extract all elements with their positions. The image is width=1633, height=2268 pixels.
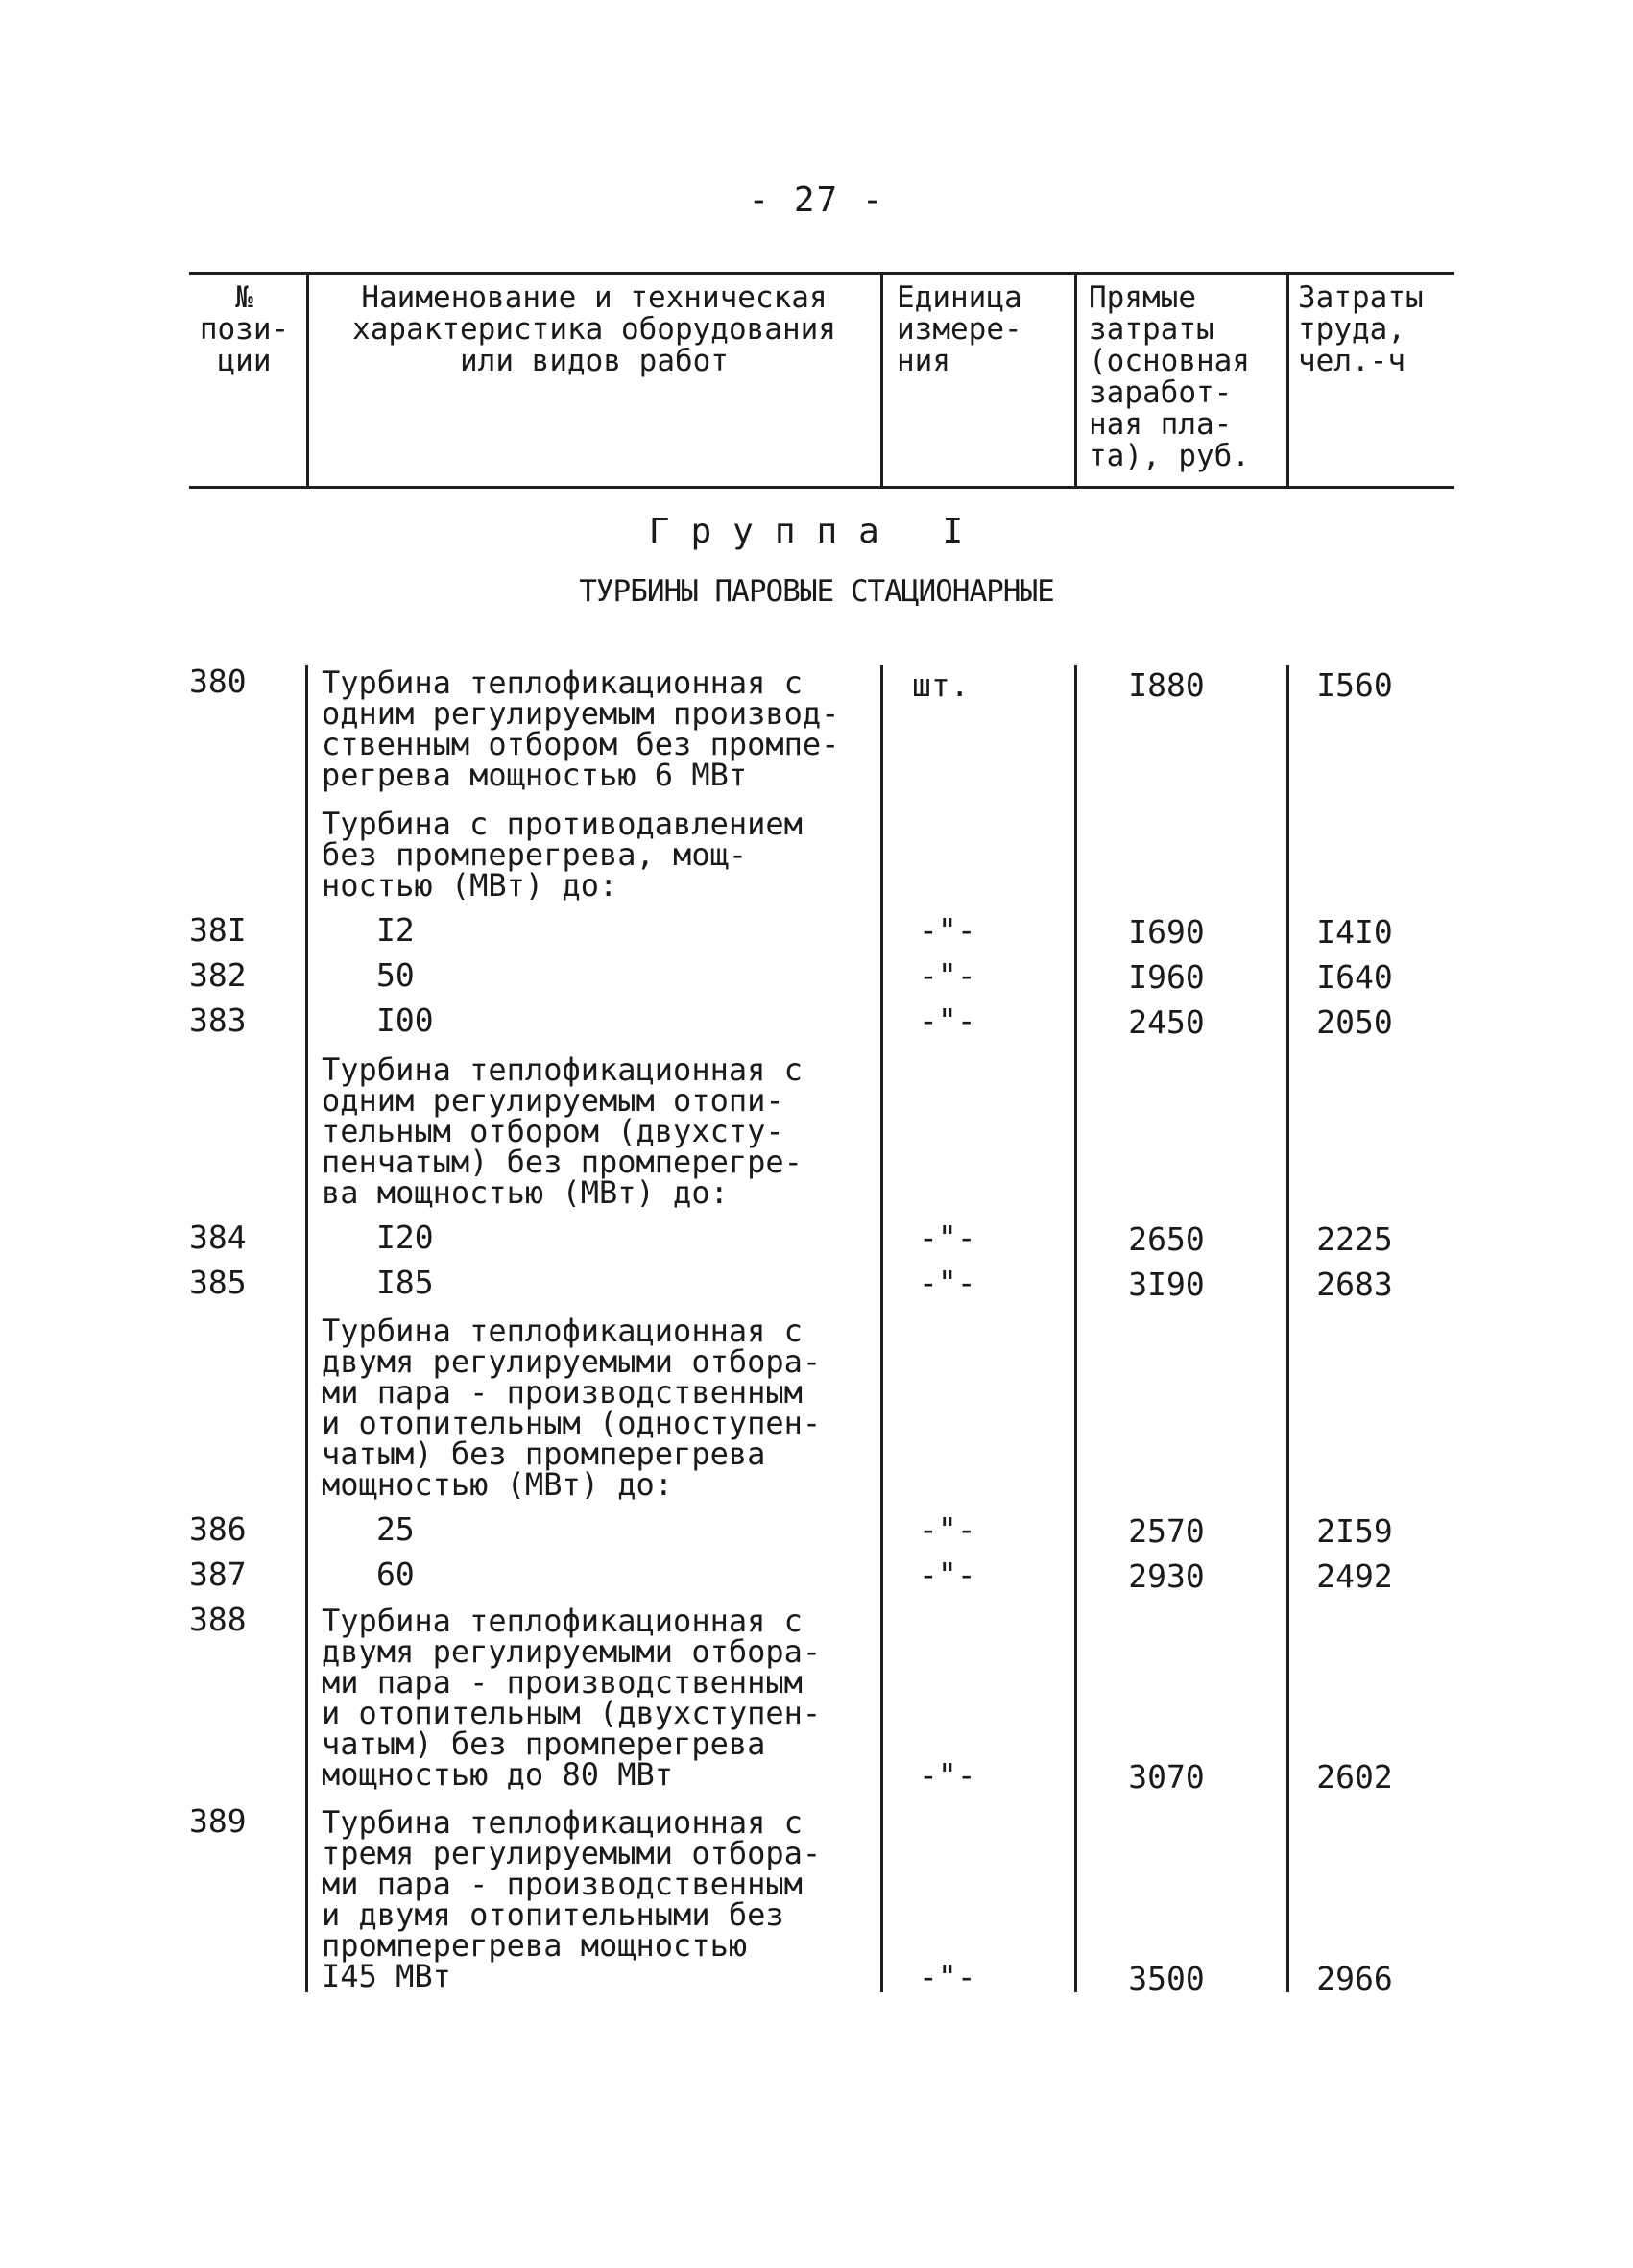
row-cost: 3070 (1128, 1758, 1205, 1796)
header-cost: Прямые затраты (основная заработ- ная пла- та), руб. (1089, 280, 1250, 473)
header-divider-1 (306, 272, 309, 486)
row-position: 384 (189, 1218, 247, 1256)
header-position: № пози- ции (199, 280, 290, 378)
row-description: Турбина теплофикационная с одним регулируемым отопи- тельным отбором (двухсту- пенчатым) без промперегре- ва мощностью (МВт) до: (322, 1051, 803, 1211)
row-position: 383 (189, 1001, 247, 1039)
row-labor: I560 (1316, 666, 1393, 704)
row-description: Турбина теплофикационная с двумя регулируемыми отбора- ми пара - производственным и отопительным (одноступен- чатым) без промперегрева мощностью (МВт) до: (322, 1313, 822, 1503)
header-top-rule (189, 272, 1454, 275)
row-labor: 2966 (1316, 1960, 1393, 1997)
row-description: I00 (376, 1001, 434, 1039)
row-description: I2 (376, 911, 415, 949)
row-cost: 2930 (1128, 1557, 1205, 1595)
row-unit: -"- (919, 1556, 976, 1593)
row-cost: I690 (1128, 913, 1205, 951)
header-name: Наименование и техническая характеристика оборудования или видов работ (352, 280, 836, 378)
row-unit: шт. (912, 666, 970, 704)
row-labor: 2225 (1316, 1220, 1393, 1258)
row-description: Турбина теплофикационная с двумя регулируемыми отбора- ми пара - производственным и отопительным (двухступен- чатым) без промперегрева мощностью до 80 МВт (322, 1603, 822, 1793)
row-position: 389 (189, 1802, 247, 1840)
row-unit: -"- (919, 1958, 976, 1995)
body-divider-4 (1286, 665, 1289, 1992)
row-labor: I4I0 (1316, 913, 1393, 951)
header-divider-3 (1074, 272, 1077, 486)
row-description: 60 (376, 1556, 415, 1593)
row-description: Турбина с противодавлением без промперегрева, мощ- ностью (МВт) до: (322, 806, 803, 904)
row-position: 380 (189, 663, 247, 700)
section-title: ТУРБИНЫ ПАРОВЫЕ СТАЦИОНАРНЫЕ (579, 574, 1054, 609)
row-description: 50 (376, 956, 415, 994)
row-position: 388 (189, 1601, 247, 1638)
row-cost: 2650 (1128, 1220, 1205, 1258)
row-description: I20 (376, 1218, 434, 1256)
row-description: Турбина теплофикационная с тремя регулируемыми отбора- ми пара - производственным и двумя отопительными без промперегрева мощностью I45 МВт (322, 1804, 822, 1994)
row-labor: 2050 (1316, 1003, 1393, 1041)
row-unit: -"- (919, 1756, 976, 1794)
row-labor: 2602 (1316, 1758, 1393, 1796)
page-number: - 27 - (748, 181, 885, 220)
row-unit: -"- (919, 1510, 976, 1548)
body-divider-2 (880, 665, 883, 1992)
row-unit: -"- (919, 1218, 976, 1256)
row-description: 25 (376, 1510, 415, 1548)
body-divider-3 (1074, 665, 1077, 1992)
row-cost: 2450 (1128, 1003, 1205, 1041)
header-labor: Затраты труда, чел.-ч (1298, 280, 1424, 378)
row-labor: 2683 (1316, 1266, 1393, 1303)
row-unit: -"- (919, 1001, 976, 1039)
row-position: 385 (189, 1264, 247, 1301)
row-unit: -"- (919, 1264, 976, 1301)
row-position: 382 (189, 956, 247, 994)
header-bottom-rule (189, 486, 1454, 489)
row-cost: 2570 (1128, 1512, 1205, 1550)
row-labor: 2492 (1316, 1557, 1393, 1595)
row-cost: 3500 (1128, 1960, 1205, 1997)
group-title: Группа I (648, 512, 985, 551)
row-labor: I640 (1316, 958, 1393, 996)
row-position: 38I (189, 911, 247, 949)
header-divider-2 (880, 272, 883, 486)
row-cost: I880 (1128, 666, 1205, 704)
header-unit: Единица измере- ния (897, 280, 1022, 378)
row-cost: I960 (1128, 958, 1205, 996)
header-divider-4 (1286, 272, 1289, 486)
row-position: 386 (189, 1510, 247, 1548)
row-cost: 3I90 (1128, 1266, 1205, 1303)
row-unit: -"- (919, 956, 976, 994)
row-description: Турбина теплофикационная с одним регулируемым производ- ственным отбором без промпе- регрева мощностью 6 МВт (322, 664, 840, 793)
row-unit: -"- (919, 911, 976, 949)
row-labor: 2I59 (1316, 1512, 1393, 1550)
body-divider-1 (305, 665, 308, 1992)
row-description: I85 (376, 1264, 434, 1301)
row-position: 387 (189, 1556, 247, 1593)
